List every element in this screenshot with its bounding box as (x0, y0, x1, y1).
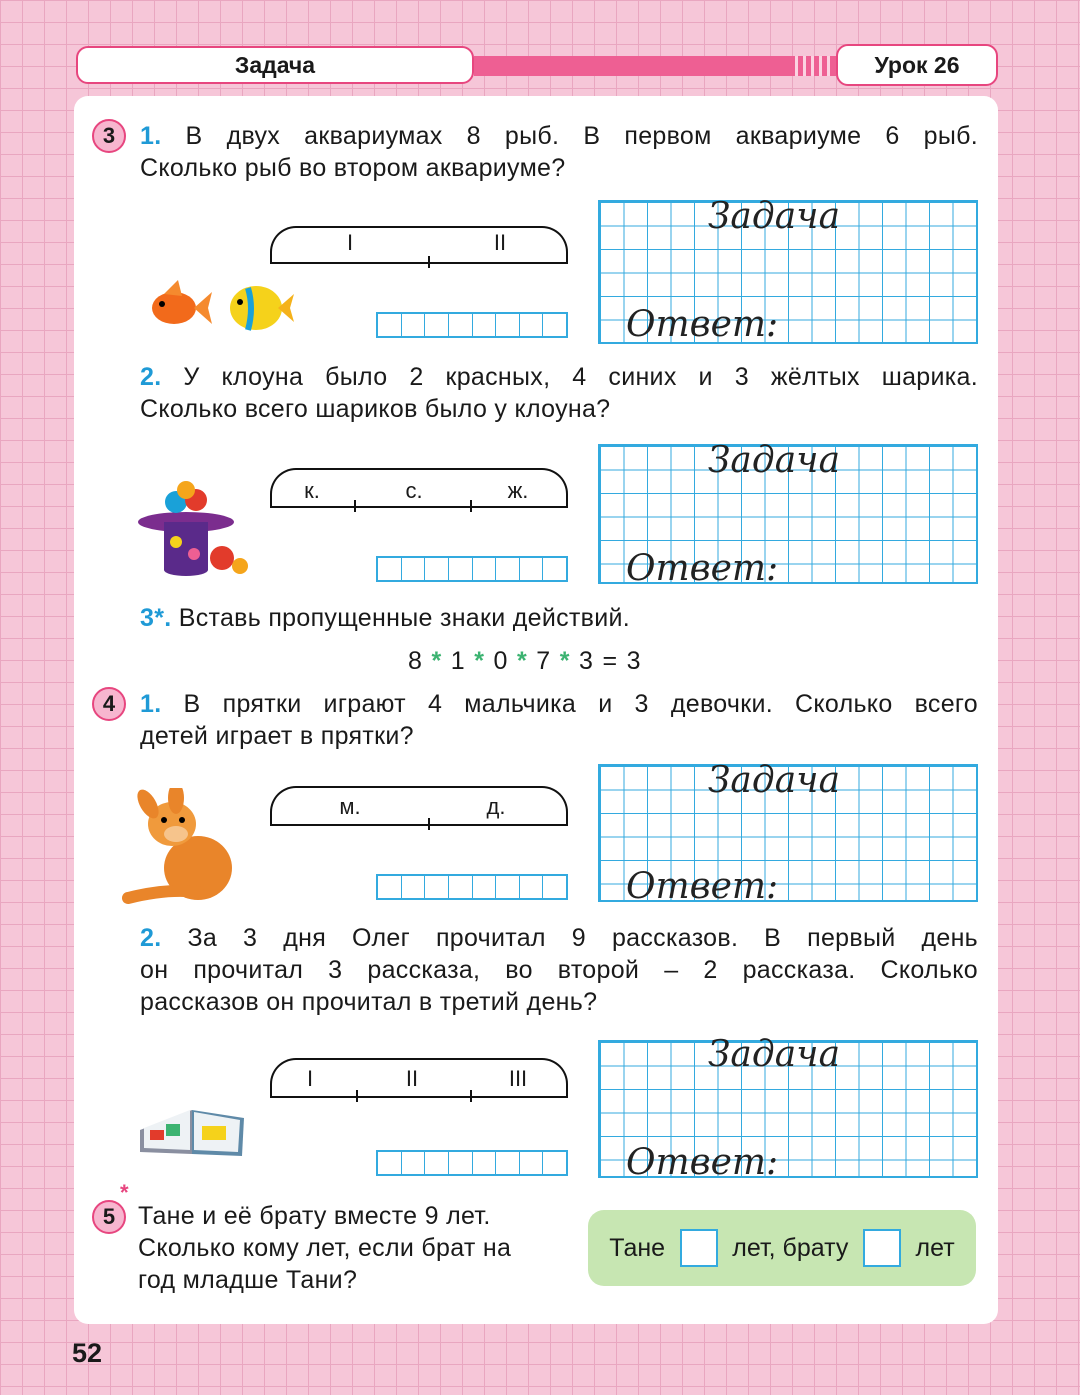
task-number-4: 4 (92, 687, 126, 721)
scheme-tick (354, 500, 356, 512)
answer-strip[interactable] (376, 556, 568, 582)
task4-2-line2: он прочитал 3 рассказа, во второй – 2 рассказа. Сколько (140, 956, 978, 984)
task5-answer-box (588, 1210, 976, 1286)
scheme-tick (356, 1090, 358, 1102)
task3-3-num: 3*. (140, 604, 172, 632)
answer-strip[interactable] (376, 1150, 568, 1176)
task3-2-line2: Сколько всего шариков было у клоуна? (140, 395, 611, 423)
missing-sign[interactable]: * (431, 647, 442, 675)
task4-2-line3: рассказов он прочитал в третий день? (140, 988, 598, 1016)
task5-line2: Сколько кому лет, если брат на (138, 1234, 512, 1262)
kangaroo-icon (128, 788, 232, 900)
scheme-line (270, 824, 568, 826)
scheme-line (270, 262, 568, 264)
grid-title: Задача (708, 440, 841, 481)
eq-term: 8 (408, 647, 423, 675)
kangaroo-illustration (118, 788, 248, 910)
grid-title: Задача (708, 760, 841, 801)
grid-answer-label: Ответ: (626, 548, 779, 589)
fish-illustration (138, 276, 298, 342)
scheme-tick (470, 1090, 472, 1102)
header-title: Задача (76, 46, 474, 84)
task3-1-text: В двух аквариумах 8 рыб. В первом аквариуме 6 рыб. (185, 122, 978, 150)
eq-term: 3 (579, 647, 594, 675)
missing-sign[interactable]: * (474, 647, 485, 675)
task4-1-line2: детей играет в прятки? (140, 722, 414, 750)
segment-label: ж. (507, 478, 529, 503)
grid-title: Задача (708, 1034, 841, 1075)
missing-sign[interactable]: * (516, 647, 527, 675)
segment-label: д. (486, 794, 506, 819)
missing-sign[interactable]: * (559, 647, 570, 675)
task4-1-num: 1. (140, 690, 162, 718)
scheme-line (270, 506, 568, 508)
task-number-3: 3 (92, 119, 126, 153)
task3-1-line2: Сколько рыб во втором аквариуме? (140, 154, 566, 182)
task3-2-line1 (140, 361, 978, 393)
segment-label: I (346, 230, 354, 255)
grid-title: Задача (708, 196, 841, 237)
task3-3-text: Вставь пропущенные знаки действий. (178, 604, 631, 632)
answer-tanya-label: Тане (609, 1233, 666, 1262)
lesson-label: Урок 26 (836, 44, 998, 86)
eq-term: 0 (493, 647, 508, 675)
eq-term: 7 (536, 647, 551, 675)
task3-1-line1 (140, 120, 978, 152)
task4-2-num: 2. (140, 924, 162, 952)
scheme-line (270, 1096, 568, 1098)
task3-1-num: 1. (140, 122, 162, 150)
segment-label: к. (304, 478, 320, 503)
task5-line3: год младше Тани? (138, 1266, 358, 1294)
segment-label: II (493, 230, 507, 255)
grid-answer-label: Ответ: (626, 866, 779, 907)
answer-brother-box[interactable] (863, 1229, 901, 1267)
header-stripes (790, 56, 830, 76)
equation (408, 645, 641, 677)
answer-years-label: лет (915, 1233, 955, 1262)
answer-strip[interactable] (376, 874, 568, 900)
eq-result: = 3 (602, 647, 641, 675)
scheme-arc (270, 226, 568, 264)
scheme-arc (270, 786, 568, 826)
page-number: 52 (72, 1338, 103, 1368)
scheme-tick (428, 818, 430, 830)
segment-label: с. (405, 478, 423, 503)
book-illustration (136, 1090, 248, 1160)
task4-1-text: В прятки играют 4 мальчика и 3 девочки. Сколько всего (183, 690, 978, 718)
grid-answer-label: Ответ: (626, 1142, 779, 1183)
grid-answer-label: Ответ: (626, 304, 779, 345)
header-bar (474, 56, 836, 76)
segment-label: III (508, 1066, 528, 1091)
scheme-tick (428, 256, 430, 268)
task4-1-line1 (140, 688, 978, 720)
task3-2-text: У клоуна было 2 красных, 4 синих и 3 жёлтых шарика. (183, 363, 979, 391)
task3-2-num: 2. (140, 363, 162, 391)
book-icon (140, 1110, 244, 1156)
scheme-tick (470, 500, 472, 512)
segment-label: II (405, 1066, 419, 1091)
task4-2-text: За 3 дня Олег прочитал 9 рассказов. В первый день (187, 924, 978, 952)
tropical-fish-icon (230, 286, 294, 330)
task4-2-line1 (140, 922, 978, 954)
task3-3-line (140, 602, 630, 634)
task5-star: * (120, 1180, 129, 1205)
answer-tanya-box[interactable] (680, 1229, 718, 1267)
clown-hat-illustration (136, 480, 248, 580)
task5-line1: Тане и её брату вместе 9 лет. (138, 1202, 491, 1230)
goldfish-icon (152, 280, 212, 324)
segment-label: I (306, 1066, 314, 1091)
eq-term: 1 (450, 647, 465, 675)
answer-brother-label: лет, брату (732, 1233, 849, 1262)
segment-label: м. (339, 794, 361, 819)
task-number-5: 5 (92, 1200, 126, 1234)
answer-strip[interactable] (376, 312, 568, 338)
